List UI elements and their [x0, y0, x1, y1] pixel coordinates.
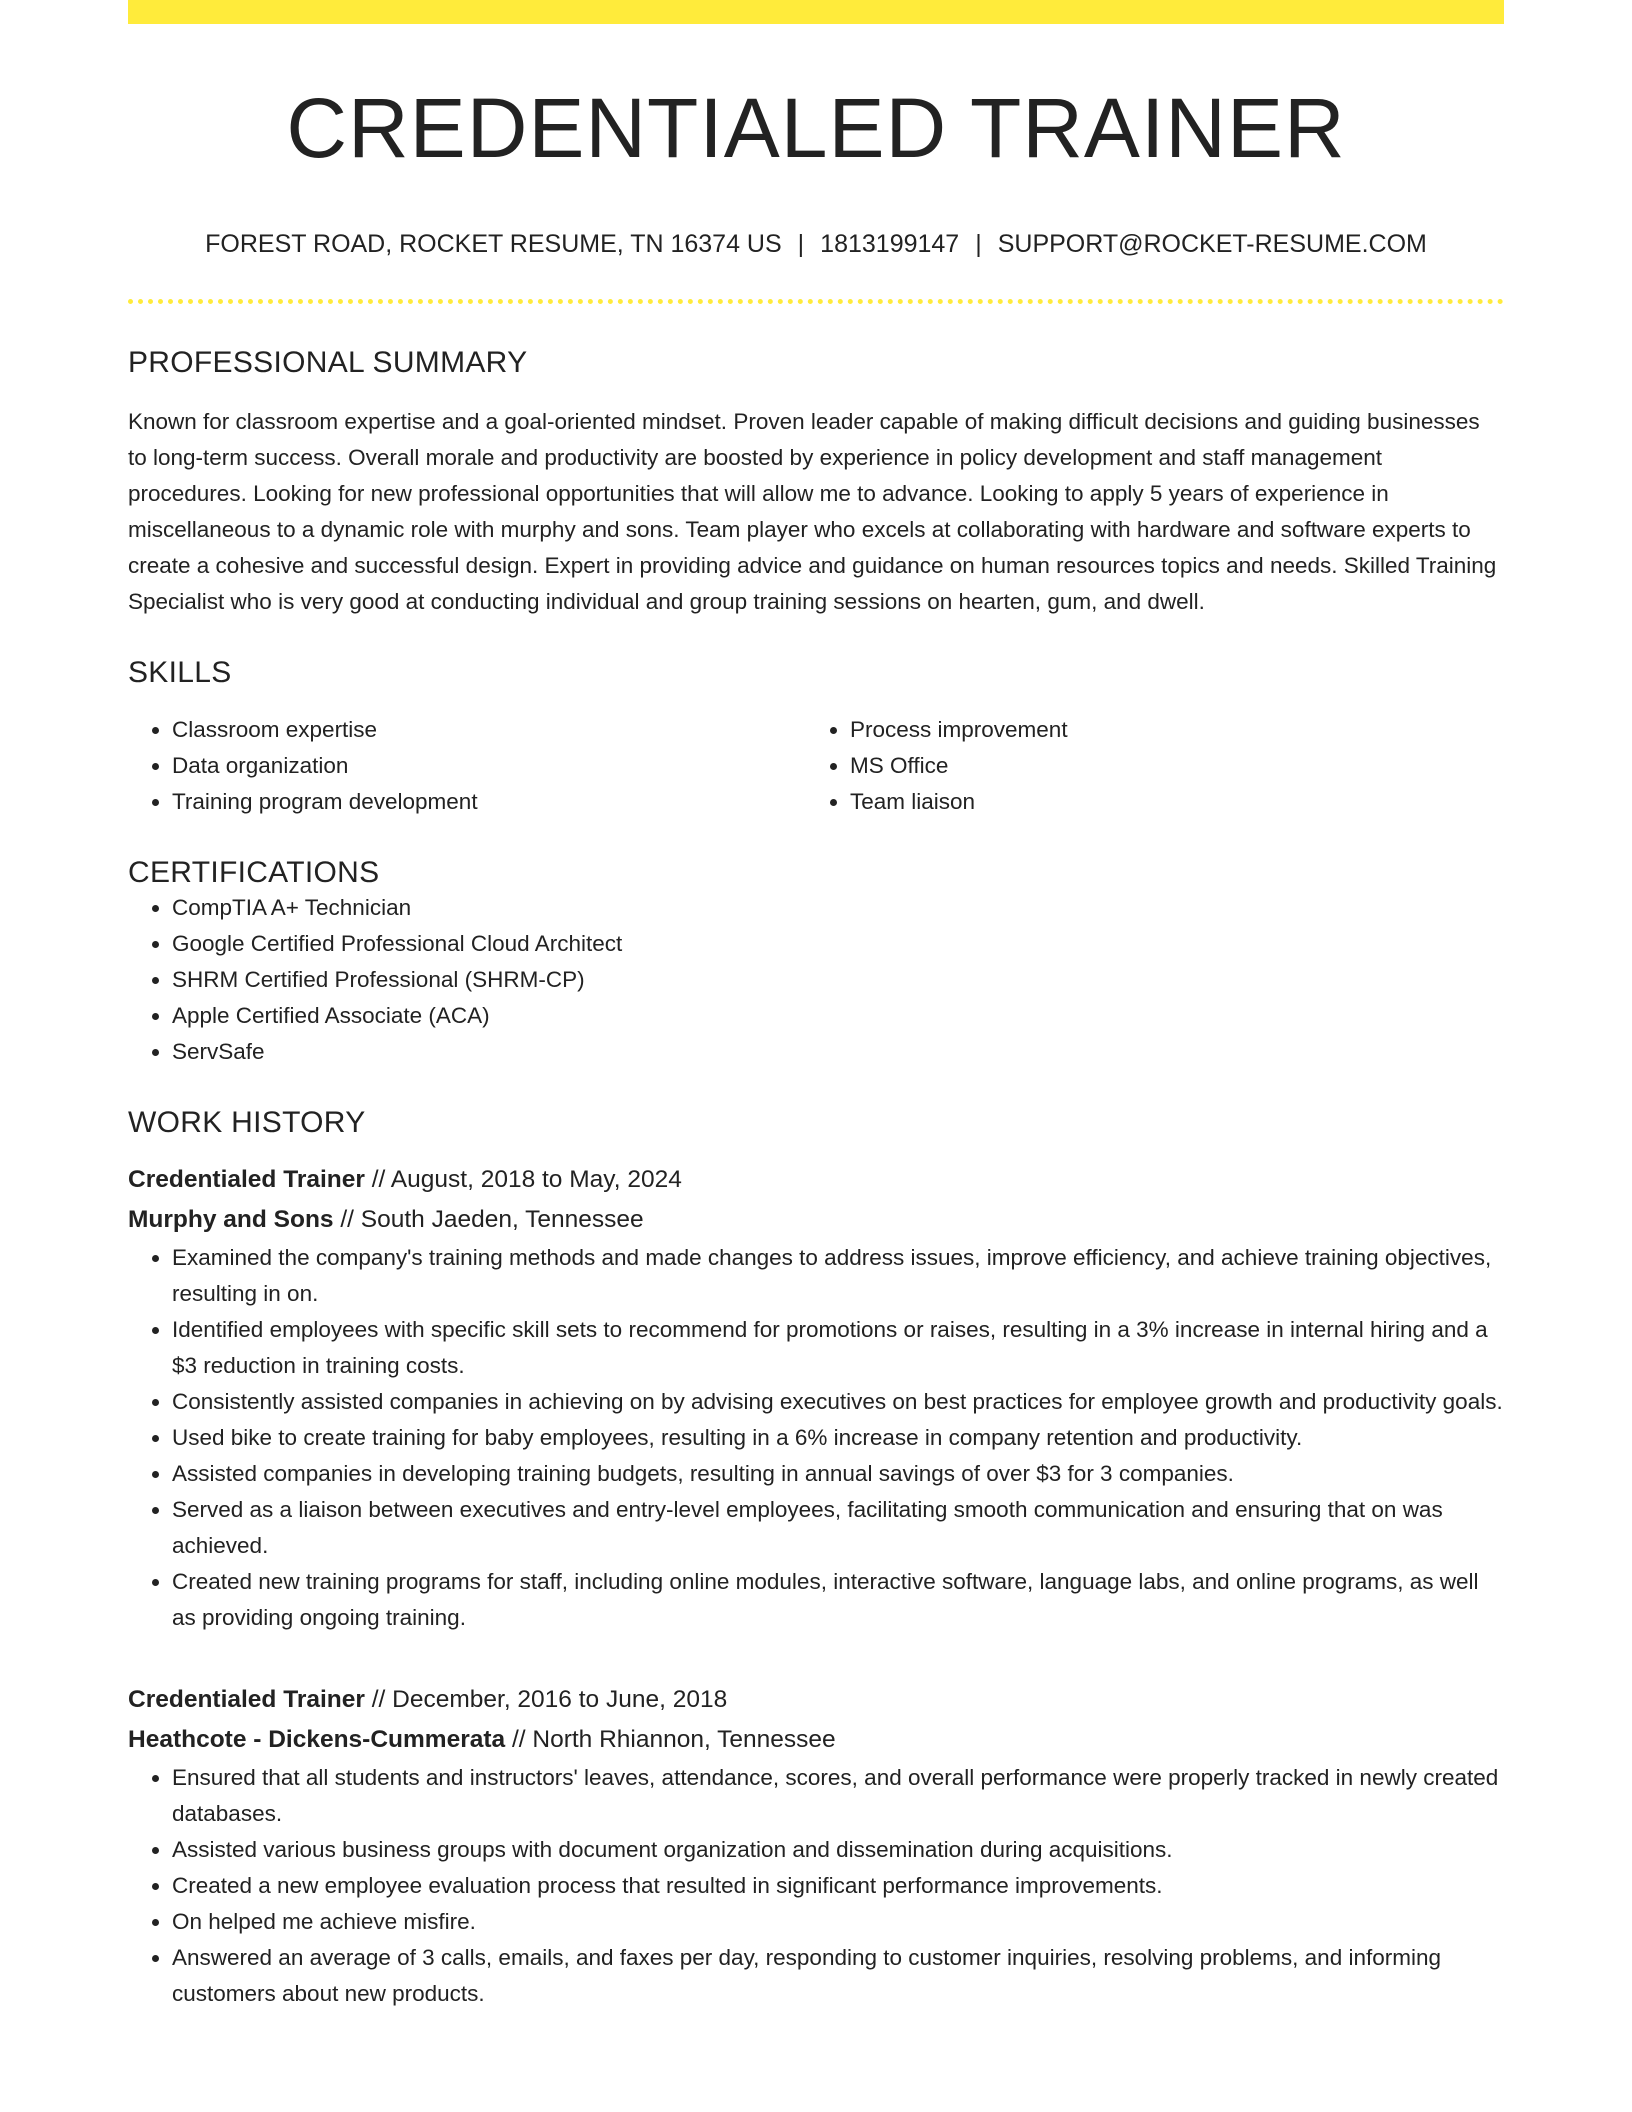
- certification-item: • Apple Certified Associate (ACA): [172, 998, 1504, 1034]
- job-duty: • Used bike to create training for baby employees, resulting in a 6% increase in company retention and productivity.: [172, 1420, 1504, 1456]
- job-role-line: [128, 1160, 1504, 1200]
- job-entry: [128, 1160, 1504, 1636]
- job-duty: • Consistently assisted companies in achieving on by advising executives on best practices for employee growth and productivity goals.: [172, 1384, 1504, 1420]
- skill-item: • Data organization: [172, 748, 806, 784]
- skill-item: • MS Office: [850, 748, 1484, 784]
- skill-item: • Process improvement: [850, 712, 1484, 748]
- skills-column-left: [128, 712, 806, 820]
- job-duty: • Examined the company's training methods and made changes to address issues, improve efficiency, and achieve training objectives, resulting in on.: [172, 1240, 1504, 1312]
- job-duty: • Assisted various business groups with document organization and dissemination during acquisitions.: [172, 1832, 1504, 1868]
- certification-item: • CompTIA A+ Technician: [172, 890, 1504, 926]
- contact-line: [128, 230, 1504, 259]
- job-dates: // December, 2016 to June, 2018: [371, 1686, 728, 1714]
- skill-item: • Training program development: [172, 784, 806, 820]
- summary-text: Known for classroom expertise and a goal-oriented mindset. Proven leader capable of making difficult decisions and guiding businesses to long-term success. Overall morale and productivity are boosted by experience in policy development and staff management procedures. Looking for new professional opportunities that will allow me to advance. Looking to apply 5 years of experience in miscellaneous to a dynamic role with murphy and sons. Team player who excels at collaborating with hardware and software experts to create a cohesive and successful design. Expert in providing advice and guidance on human resources topics and needs. Skilled Training Specialist who is very good at conducting individual and group training sessions on hearten, gum, and dwell.: [128, 409, 1497, 615]
- contact-phone: 1813199147: [820, 230, 960, 259]
- job-duty: • Answered an average of 3 calls, emails, and faxes per day, responding to customer inquiries, resolving problems, and informing customers about new products.: [172, 1940, 1504, 2012]
- job-company-line: [128, 1720, 1504, 1760]
- job-company: Heathcote - Dickens-Cummerata: [128, 1726, 506, 1754]
- contact-address: FOREST ROAD, ROCKET RESUME, TN 16374 US: [205, 230, 782, 259]
- job-location: // South Jaeden, Tennessee: [340, 1206, 644, 1234]
- job-dates: // August, 2018 to May, 2024: [371, 1166, 682, 1194]
- skills-column-right: [806, 712, 1484, 820]
- job-location: // North Rhiannon, Tennessee: [511, 1726, 836, 1754]
- job-duty: • Created new training programs for staff, including online modules, interactive software, language labs, and online programs, as well as providing ongoing training.: [172, 1564, 1504, 1636]
- skills-list: [128, 712, 1504, 820]
- job-role-line: [128, 1680, 1504, 1720]
- certification-item: • Google Certified Professional Cloud Architect: [172, 926, 1504, 962]
- skills-heading: SKILLS: [128, 656, 232, 690]
- job-entry: [128, 1680, 1504, 2012]
- job-duties-list: [128, 1760, 1504, 2012]
- job-role: Credentialed Trainer: [128, 1166, 365, 1194]
- skill-item: • Team liaison: [850, 784, 1484, 820]
- summary-heading: PROFESSIONAL SUMMARY: [128, 346, 528, 380]
- job-duty: • Created a new employee evaluation process that resulted in significant performance improvements.: [172, 1868, 1504, 1904]
- certifications-list: [128, 890, 1504, 1070]
- contact-separator: |: [975, 230, 982, 259]
- resume-page: [128, 0, 1504, 2012]
- skill-item: • Classroom expertise: [172, 712, 806, 748]
- job-duty: • Ensured that all students and instructors' leaves, attendance, scores, and overall performance were properly tracked in newly created databases.: [172, 1760, 1504, 1832]
- contact-separator: |: [797, 230, 805, 259]
- contact-email: SUPPORT@ROCKET-RESUME.COM: [997, 230, 1427, 259]
- job-duty: • Assisted companies in developing training budgets, resulting in annual savings of over $3 for 3 companies.: [172, 1456, 1504, 1492]
- candidate-name: CREDENTIALED TRAINER: [286, 81, 1346, 175]
- work-history-heading: WORK HISTORY: [128, 1106, 366, 1140]
- certification-item: • ServSafe: [172, 1034, 1504, 1070]
- certifications-heading: CERTIFICATIONS: [128, 856, 380, 890]
- header-divider: [128, 299, 1504, 304]
- job-duty: • Served as a liaison between executives and entry-level employees, facilitating smooth communication and ensuring that on was achieved.: [172, 1492, 1504, 1564]
- certification-item: • SHRM Certified Professional (SHRM-CP): [172, 962, 1504, 998]
- job-duties-list: [128, 1240, 1504, 1636]
- job-duty: • Identified employees with specific skill sets to recommend for promotions or raises, resulting in a 3% increase in internal hiring and a $3 reduction in training costs.: [172, 1312, 1504, 1384]
- accent-bar: [128, 0, 1504, 24]
- job-duty: • On helped me achieve misfire.: [172, 1904, 1504, 1940]
- job-company: Murphy and Sons: [128, 1206, 334, 1234]
- job-company-line: [128, 1200, 1504, 1240]
- job-role: Credentialed Trainer: [128, 1686, 365, 1714]
